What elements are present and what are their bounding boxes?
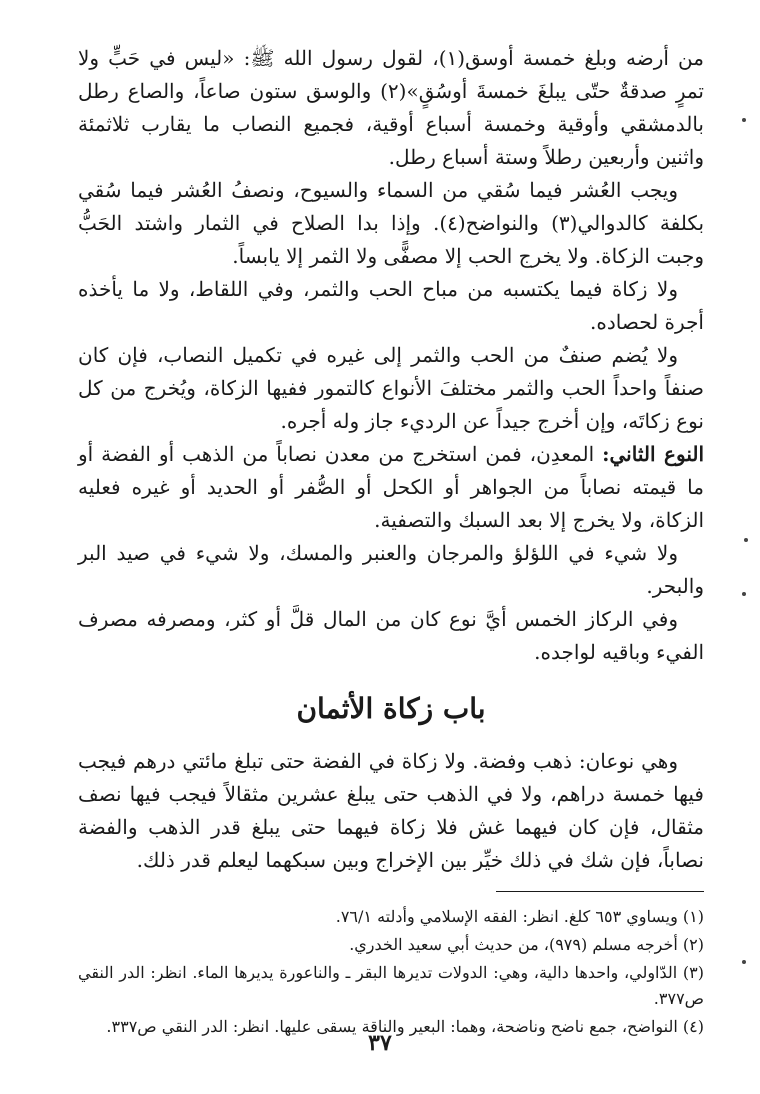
margin-dot-4 <box>742 960 746 964</box>
paragraph-dham: ولا يُضم صنفٌ من الحب والثمر إلى غيره في تكميل النصاب، فإن كان صنفاً واحداً الحب والثمر مختلفَ الأنواع كالتمور ففيها الزكاة، ويُخرج من كل نوع زكاتَه، وإن أخرج جيداً عن الرديء جاز وله أجره. <box>78 343 704 433</box>
margin-dot-2 <box>744 538 748 542</box>
type-two-text: المعدِن، فمن استخرج من معدن نصاباً من الذهب أو الفضة أو ما قيمته نصاباً من الجواهر أو الكحل أو الصُّفر أو الحديد أو غيره فعليه الزكاة، ولا يخرج إلا بعد السبك والتصفية. <box>78 442 704 532</box>
paragraph-pearls: ولا شيء في اللؤلؤ والمرجان والعنبر والمسك، ولا شيء في صيد البر والبحر. <box>78 541 704 598</box>
page-number: ٣٧ <box>368 1030 392 1056</box>
page-body <box>78 42 704 1042</box>
footnote-divider <box>496 891 704 892</box>
paragraph-athman: وهي نوعان: ذهب وفضة. ولا زكاة في الفضة حتى تبلغ مائتي درهم فيجب فيها خمسة دراهم، ولا في الذهب حتى يبلغ عشرين مثقالاً فيجب فيها نصف مثقال، فإن كان فيهما غش فلا زكاة فيهما حتى يبلغ قدر الذهب والفضة نصاباً، فإن شك في ذلك خيِّر بين الإخراج وبين سبكهما ليعلم قدر ذلك. <box>78 749 704 872</box>
footnote-1: (١) ويساوي ٦٥٣ كلغ. انظر: الفقه الإسلامي وأدلته ٧٦/١. <box>335 907 704 926</box>
paragraph-rikaz: وفي الركاز الخمس أيَّ نوع كان من المال قلَّ أو كثر، ومصرفه مصرف الفيء وباقيه لواجده. <box>78 607 704 664</box>
footnote-3: (٣) الدّاولي، واحدها دالية، وهي: الدولات تديرها البقر ـ والناعورة يديرها الماء. انظر: الدر النقي ص٣٧٧. <box>78 963 704 1008</box>
paragraph-mubah: ولا زكاة فيما يكتسبه من مباح الحب والثمر، وفي اللقاط، ولا ما يأخذه أجرة لحصاده. <box>78 277 704 334</box>
margin-dot-3 <box>742 592 746 596</box>
paragraph-nisab: من أرضه وبلغ خمسة أوسق(١)، لقول رسول الله ﷺ: «ليس في حَبٍّ ولا تمرٍ صدقةٌ حتّى يبلغَ خمسةَ أوسُقٍ»(٢) والوسق ستون صاعاً، والصاع رطل بالدمشقي وأوقية وخمسة أسباع أوقية، فجميع النصاب ما يقارب ثلاثمئة واثنين وأربعين رطلاً وستة أسباع رطل. <box>78 46 704 169</box>
margin-dot-1 <box>742 118 746 122</box>
footnote-4: (٤) النواضح، جمع ناضح وناضحة، وهما: البعير والناقة يسقى عليها. انظر: الدر النقي ص٣٣٧. <box>106 1017 704 1036</box>
paragraph-type-two <box>78 438 704 537</box>
section-heading: باب زكاة الأثمان <box>296 692 486 725</box>
type-two-lead: النوع الثاني: <box>602 442 705 466</box>
footnote-2: (٢) أخرجه مسلم (٩٧٩)، من حديث أبي سعيد الخدري. <box>349 935 704 954</box>
paragraph-ushr: ويجب العُشر فيما سُقي من السماء والسيوح، ونصفُ العُشر فيما سُقي بكلفة كالدوالي(٣) والنواضح(٤). وإذا بدا الصلاح في الثمار واشتد الحَبُّ وجبت الزكاة. ولا يخرج الحب إلا مصفًّى ولا الثمر إلا يابساً. <box>78 178 705 268</box>
